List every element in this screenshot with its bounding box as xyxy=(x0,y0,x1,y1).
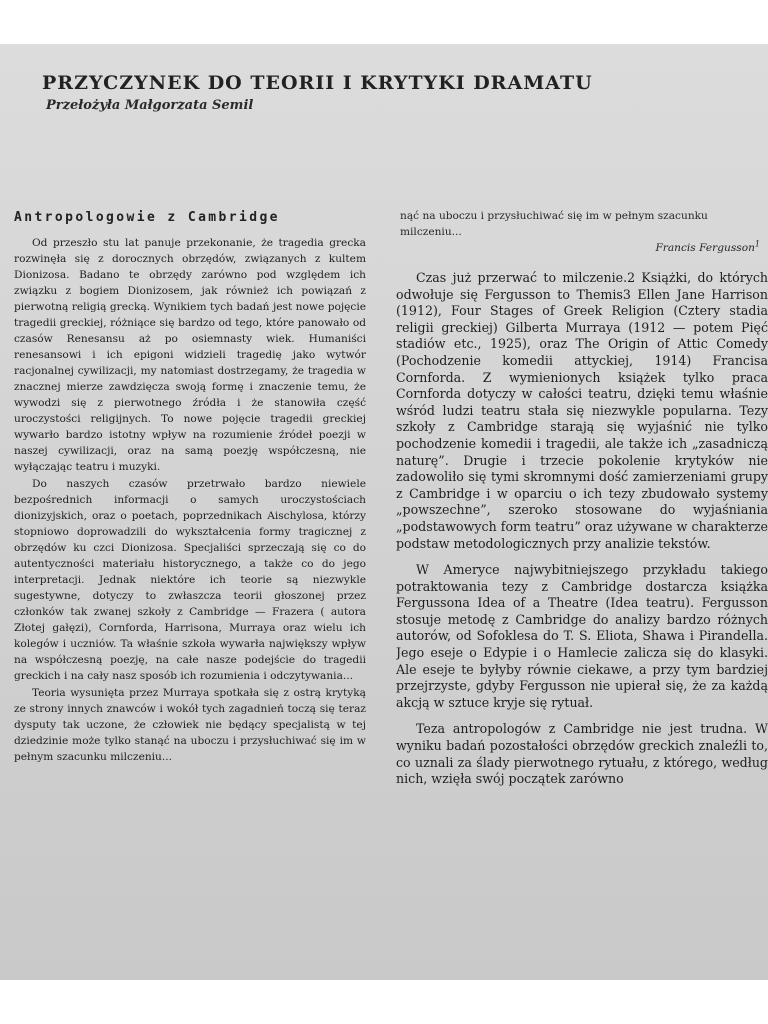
left-column xyxy=(14,208,366,978)
right-paragraph-1: Czas już przerwać to milczenie.2 Książki, do których odwołuje się Fergusson to Themis3 Ellen Jane Harrison (1912), Four Stages of Greek Religion (Cztery stadia religii greckiej) Gilberta Murraya (1912 — potem Pięć stadiów etc., 1925), oraz The Origin of Attic Comedy (Pochodzenie komedii attyckiej, 1914) Francisa Cornforda. Z wymienionych książek tylko praca Cornforda dotyczy w całości teatru, dzięki temu właśnie wśród ludzi teatru stała się niezwykle popularna. Tezy szkoły z Cambridge starają się wyjaśnić nie tylko pochodzenie komedii i tragedii, ale także ich „zasadniczą naturę”. Drugie i trzecie pokolenie krytyków nie zadowoliło się tymi skromnymi dość zamierzeniami grupy z Cambridge i w oparciu o ich tezy zbudowało systemy „powszechne”, szeroko stosowane do wyjaśniania „podstawowych form teatru” oraz używane w charakterze podstaw metodologicznych przy analizie tekstów. xyxy=(396,270,768,551)
left-paragraph-1: Od przeszło stu lat panuje przekonanie, że tragedia grecka rozwinęła się z dorocznych obrzędów, związanych z kultem Dionizosa. Badano te obrzędy zarówno pod względem ich związku z bogiem Dionizosem, jak również ich powiązań z pierwotną religią grecką. Wynikiem tych badań jest nowe pojęcie tragedii greckiej, różniące się bardzo od tego, które panowało od czasów Renesansu aż po osiemnasty wiek. Humaniści renesansowi i ich epigoni widzieli tragedię jako wytwór racjonalnej cywilizacji, my natomiast dostrzegamy, że tragedia w znacznej mierze zawdzięcza swoją formę i znaczenie temu, że wywodzi się z pierwotnego źródła i że stanowiła część uroczystości religijnych. To nowe pojęcie tragedii greckiej wywarło bardzo istotny wpływ na rozumienie źródeł poezji w naszej cywilizacji, oraz na samą poezję współczesną, nie wyłączając teatru i muzyki. xyxy=(14,237,366,473)
section-heading: Antropologowie z Cambridge xyxy=(14,210,280,225)
right-paragraph-3: Teza antropologów z Cambridge nie jest trudna. W wyniku badań pozostałości obrzędów greckich znaleźli to, co uznali za ślady pierwotnego rytuału, z którego, według nich, wzięła swój początek zarówno xyxy=(396,721,768,787)
translator-credit: Przełożyła Małgorzata Semil xyxy=(46,98,254,113)
left-paragraph-2: Do naszych czasów przetrwało bardzo niewiele bezpośrednich informacji o samych uroczystościach dionizyjskich, oraz o poetach, poprzednikach Aischylosa, którzy stopniowo doprowadzili do wykształcenia formy tragicznej z obrzędów ku czci Dionizosa. Specjaliści sprzeczają się co do autentyczności materiału historycznego, a także co do jego interpretacji. Jednak niektóre ich teorie są niezwykle sugestywne, dotyczy to zwłaszcza teorii głoszonej przez członków tak zwanej szkoły z Cambridge — Frazera ( autora Złotej gałęzi), Cornforda, Harrisona, Murraya oraz wielu ich kolegów i uczniów. Ta właśnie szkoła wywarła największy wpływ na współczesną poezję, na całe nasze podejście do tragedii greckich i na cały nasz sposób ich rozumienia i odczytywania... xyxy=(14,478,366,682)
page-title: PRZYCZYNEK DO TEORII I KRYTYKI DRAMATU xyxy=(42,72,593,94)
epigraph-author: Francis Fergusson xyxy=(655,242,755,254)
footnote-marker: 1 xyxy=(754,239,760,249)
epigraph: nąć na uboczu i przysłuchiwać się im w pełnym szacunku milczeniu... xyxy=(400,210,708,238)
right-paragraph-2: W Ameryce najwybitniejszego przykładu takiego potraktowania tezy z Cambridge dostarcza książka Fergussona Idea of a Theatre (Idea teatru). Fergusson stosuje metodę z Cambridge do analizy bardzo różnych autorów, od Sofoklesa do T. S. Eliota, Shawa i Pirandella. Jego eseje o Edypie i o Hamlecie zalicza się do klasyki. Ale eseje te byłyby równie ciekawe, a przy tym bardziej przejrzyste, gdyby Fergusson nie upierał się, że za każdą akcją w sztuce kryje się rytuał. xyxy=(396,562,768,710)
right-column xyxy=(396,208,768,978)
epigraph-attribution xyxy=(396,239,768,254)
left-paragraph-3: Teoria wysunięta przez Murraya spotkała się z ostrą krytyką ze strony innych znawców i wokół tych zagadnień toczą się teraz dysputy tak uczone, że człowiek nie będący specjalistą w tej dziedzinie może tylko stanąć na uboczu i przysłuchiwać się im w pełnym szacunku milczeniu... xyxy=(14,687,366,763)
book-page xyxy=(0,44,768,980)
